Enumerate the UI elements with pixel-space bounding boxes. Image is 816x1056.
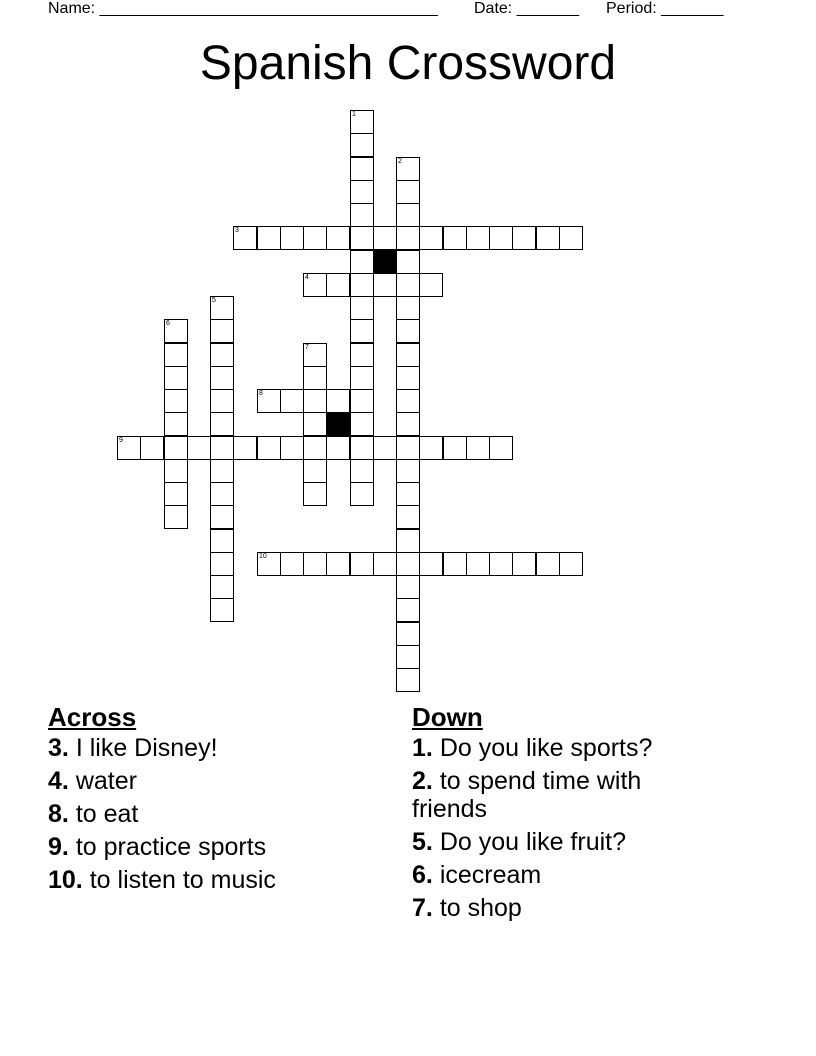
crossword-cell[interactable]: [350, 343, 374, 367]
crossword-cell[interactable]: [396, 552, 420, 576]
crossword-cell[interactable]: [396, 622, 420, 646]
crossword-cell[interactable]: [350, 273, 374, 297]
crossword-cell[interactable]: [117, 436, 141, 460]
crossword-cell[interactable]: [187, 436, 211, 460]
crossword-cell[interactable]: [257, 226, 281, 250]
crossword-cell[interactable]: [396, 203, 420, 227]
crossword-cell[interactable]: [443, 552, 467, 576]
clue-number-label: 9: [119, 437, 123, 444]
crossword-cell[interactable]: [419, 436, 443, 460]
across-clues: [48, 702, 388, 899]
crossword-cell[interactable]: [350, 412, 374, 436]
clue-text: to eat: [75, 800, 139, 828]
crossword-cell[interactable]: [164, 459, 188, 483]
crossword-cell[interactable]: [210, 412, 234, 436]
clue-text: water: [75, 767, 137, 795]
clue-item: [48, 767, 388, 795]
crossword-cell[interactable]: [233, 436, 257, 460]
crossword-cell[interactable]: [466, 436, 490, 460]
crossword-cell[interactable]: [210, 343, 234, 367]
crossword-cell[interactable]: [210, 366, 234, 390]
crossword-cell[interactable]: [396, 459, 420, 483]
crossword-cell[interactable]: [164, 343, 188, 367]
period-field[interactable]: Period: _______: [606, 0, 724, 17]
crossword-cell[interactable]: [396, 668, 420, 692]
crossword-cell[interactable]: [280, 436, 304, 460]
crossword-cell[interactable]: [559, 552, 583, 576]
crossword-cell[interactable]: [303, 343, 327, 367]
crossword-cell[interactable]: [396, 598, 420, 622]
clue-item: [412, 894, 712, 922]
crossword-cell[interactable]: [303, 366, 327, 390]
clue-text: to listen to music: [89, 866, 276, 894]
crossword-cell[interactable]: [233, 226, 257, 250]
black-square: [326, 412, 350, 436]
crossword-cell[interactable]: [280, 226, 304, 250]
clue-number-label: 8: [259, 390, 263, 397]
clue-item: [48, 800, 388, 828]
crossword-cell[interactable]: [280, 389, 304, 413]
crossword-cell[interactable]: [396, 180, 420, 204]
crossword-cell[interactable]: [396, 482, 420, 506]
crossword-cell[interactable]: [164, 412, 188, 436]
clue-number: 3.: [48, 734, 69, 762]
down-heading: Down: [412, 702, 483, 732]
crossword-cell[interactable]: [280, 552, 304, 576]
crossword-cell[interactable]: [396, 296, 420, 320]
crossword-cell[interactable]: [326, 389, 350, 413]
crossword-cell[interactable]: [210, 575, 234, 599]
clue-item: [412, 734, 712, 762]
clue-item: [412, 828, 712, 856]
crossword-cell[interactable]: [489, 226, 513, 250]
clue-number: 6.: [412, 861, 433, 889]
crossword-cell[interactable]: [419, 552, 443, 576]
crossword-cell[interactable]: [164, 482, 188, 506]
crossword-cell[interactable]: [303, 482, 327, 506]
crossword-cell[interactable]: [350, 552, 374, 576]
crossword-cell[interactable]: [350, 180, 374, 204]
crossword-cell[interactable]: [164, 319, 188, 343]
crossword-cell[interactable]: [257, 552, 281, 576]
crossword-cell[interactable]: [210, 482, 234, 506]
crossword-cell[interactable]: [210, 436, 234, 460]
crossword-cell[interactable]: [350, 319, 374, 343]
crossword-cell[interactable]: [536, 552, 560, 576]
crossword-cell[interactable]: [303, 389, 327, 413]
date-field[interactable]: Date: _______: [474, 0, 579, 17]
crossword-cell[interactable]: [350, 296, 374, 320]
crossword-cell[interactable]: [303, 552, 327, 576]
crossword-cell[interactable]: [396, 412, 420, 436]
clue-number-label: 1: [352, 111, 356, 118]
crossword-cell[interactable]: [396, 505, 420, 529]
crossword-cell[interactable]: [373, 436, 397, 460]
crossword-cell[interactable]: [210, 552, 234, 576]
crossword-cell[interactable]: [164, 505, 188, 529]
crossword-cell[interactable]: [303, 459, 327, 483]
crossword-cell[interactable]: [396, 366, 420, 390]
crossword-cell[interactable]: [350, 459, 374, 483]
crossword-cell[interactable]: [396, 529, 420, 553]
clue-number: 9.: [48, 833, 69, 861]
crossword-cell[interactable]: [443, 436, 467, 460]
clue-item: [48, 734, 388, 762]
clue-text: Do you like sports?: [439, 734, 653, 762]
clue-number: 5.: [412, 828, 433, 856]
clue-number-label: 7: [305, 344, 309, 351]
crossword-cell[interactable]: [303, 273, 327, 297]
crossword-cell[interactable]: [443, 226, 467, 250]
page-title: Spanish Crossword: [199, 37, 617, 90]
crossword-cell[interactable]: [396, 319, 420, 343]
clue-number: 10.: [48, 866, 83, 894]
black-square: [373, 250, 397, 274]
crossword-cell[interactable]: [210, 459, 234, 483]
crossword-cell[interactable]: [396, 250, 420, 274]
crossword-cell[interactable]: [326, 226, 350, 250]
crossword-cell[interactable]: [512, 226, 536, 250]
clue-text: icecream: [439, 861, 542, 889]
crossword-cell[interactable]: [396, 157, 420, 181]
crossword-cell[interactable]: [350, 250, 374, 274]
clue-number-label: 10: [259, 553, 267, 560]
crossword-cell[interactable]: [350, 366, 374, 390]
crossword-cell[interactable]: [210, 296, 234, 320]
clue-item: [412, 767, 712, 823]
clue-item: [48, 866, 388, 894]
crossword-cell[interactable]: [489, 552, 513, 576]
crossword-cell[interactable]: [489, 436, 513, 460]
clue-number: 8.: [48, 800, 69, 828]
clue-text: to spend time with friends: [412, 767, 642, 823]
clue-item: [48, 833, 388, 861]
crossword-cell[interactable]: [210, 319, 234, 343]
crossword-cell[interactable]: [396, 389, 420, 413]
clue-number: 4.: [48, 767, 69, 795]
crossword-cell[interactable]: [164, 389, 188, 413]
crossword-cell[interactable]: [396, 645, 420, 669]
crossword-cell[interactable]: [350, 203, 374, 227]
crossword-cell[interactable]: [164, 366, 188, 390]
crossword-cell[interactable]: [303, 412, 327, 436]
crossword-cell[interactable]: [350, 482, 374, 506]
crossword-cell[interactable]: [373, 226, 397, 250]
crossword-cell[interactable]: [326, 273, 350, 297]
clue-number-label: 4: [305, 274, 309, 281]
crossword-cell[interactable]: [373, 273, 397, 297]
clue-number: 7.: [412, 894, 433, 922]
crossword-cell[interactable]: [210, 505, 234, 529]
crossword-cell[interactable]: [350, 157, 374, 181]
crossword-cell[interactable]: [419, 273, 443, 297]
crossword-cell[interactable]: [373, 552, 397, 576]
down-clues: [412, 702, 712, 927]
crossword-cell[interactable]: [140, 436, 164, 460]
crossword-cell[interactable]: [396, 575, 420, 599]
clue-text: to shop: [439, 894, 522, 922]
name-field[interactable]: Name: ______________________________________: [48, 0, 438, 17]
crossword-cell[interactable]: [326, 552, 350, 576]
crossword-cell[interactable]: [210, 529, 234, 553]
crossword-cell[interactable]: [350, 133, 374, 157]
crossword-cell[interactable]: [303, 226, 327, 250]
across-heading: Across: [48, 702, 137, 732]
crossword-cell[interactable]: [466, 226, 490, 250]
clue-item: [412, 861, 712, 889]
crossword-cell[interactable]: [419, 226, 443, 250]
clue-number: 1.: [412, 734, 433, 762]
crossword-cell[interactable]: [396, 226, 420, 250]
crossword-cell[interactable]: [512, 552, 536, 576]
clue-number-label: 5: [212, 297, 216, 304]
crossword-cell[interactable]: [303, 436, 327, 460]
crossword-cell[interactable]: [350, 389, 374, 413]
crossword-cell[interactable]: [396, 273, 420, 297]
crossword-cell[interactable]: [210, 389, 234, 413]
crossword-cell[interactable]: [536, 226, 560, 250]
clue-text: Do you like fruit?: [439, 828, 627, 856]
crossword-cell[interactable]: [396, 343, 420, 367]
crossword-cell[interactable]: [257, 389, 281, 413]
crossword-cell[interactable]: [350, 110, 374, 134]
crossword-cell[interactable]: [326, 436, 350, 460]
clue-number-label: 3: [235, 227, 239, 234]
crossword-cell[interactable]: [396, 436, 420, 460]
crossword-cell[interactable]: [350, 226, 374, 250]
clue-number-label: 2: [398, 158, 402, 165]
clue-text: I like Disney!: [75, 734, 218, 762]
crossword-cell[interactable]: [164, 436, 188, 460]
crossword-cell[interactable]: [559, 226, 583, 250]
crossword-cell[interactable]: [350, 436, 374, 460]
clue-text: to practice sports: [75, 833, 267, 861]
crossword-cell[interactable]: [466, 552, 490, 576]
crossword-cell[interactable]: [210, 598, 234, 622]
clue-number-label: 6: [166, 320, 170, 327]
crossword-cell[interactable]: [257, 436, 281, 460]
clue-number: 2.: [412, 767, 433, 795]
